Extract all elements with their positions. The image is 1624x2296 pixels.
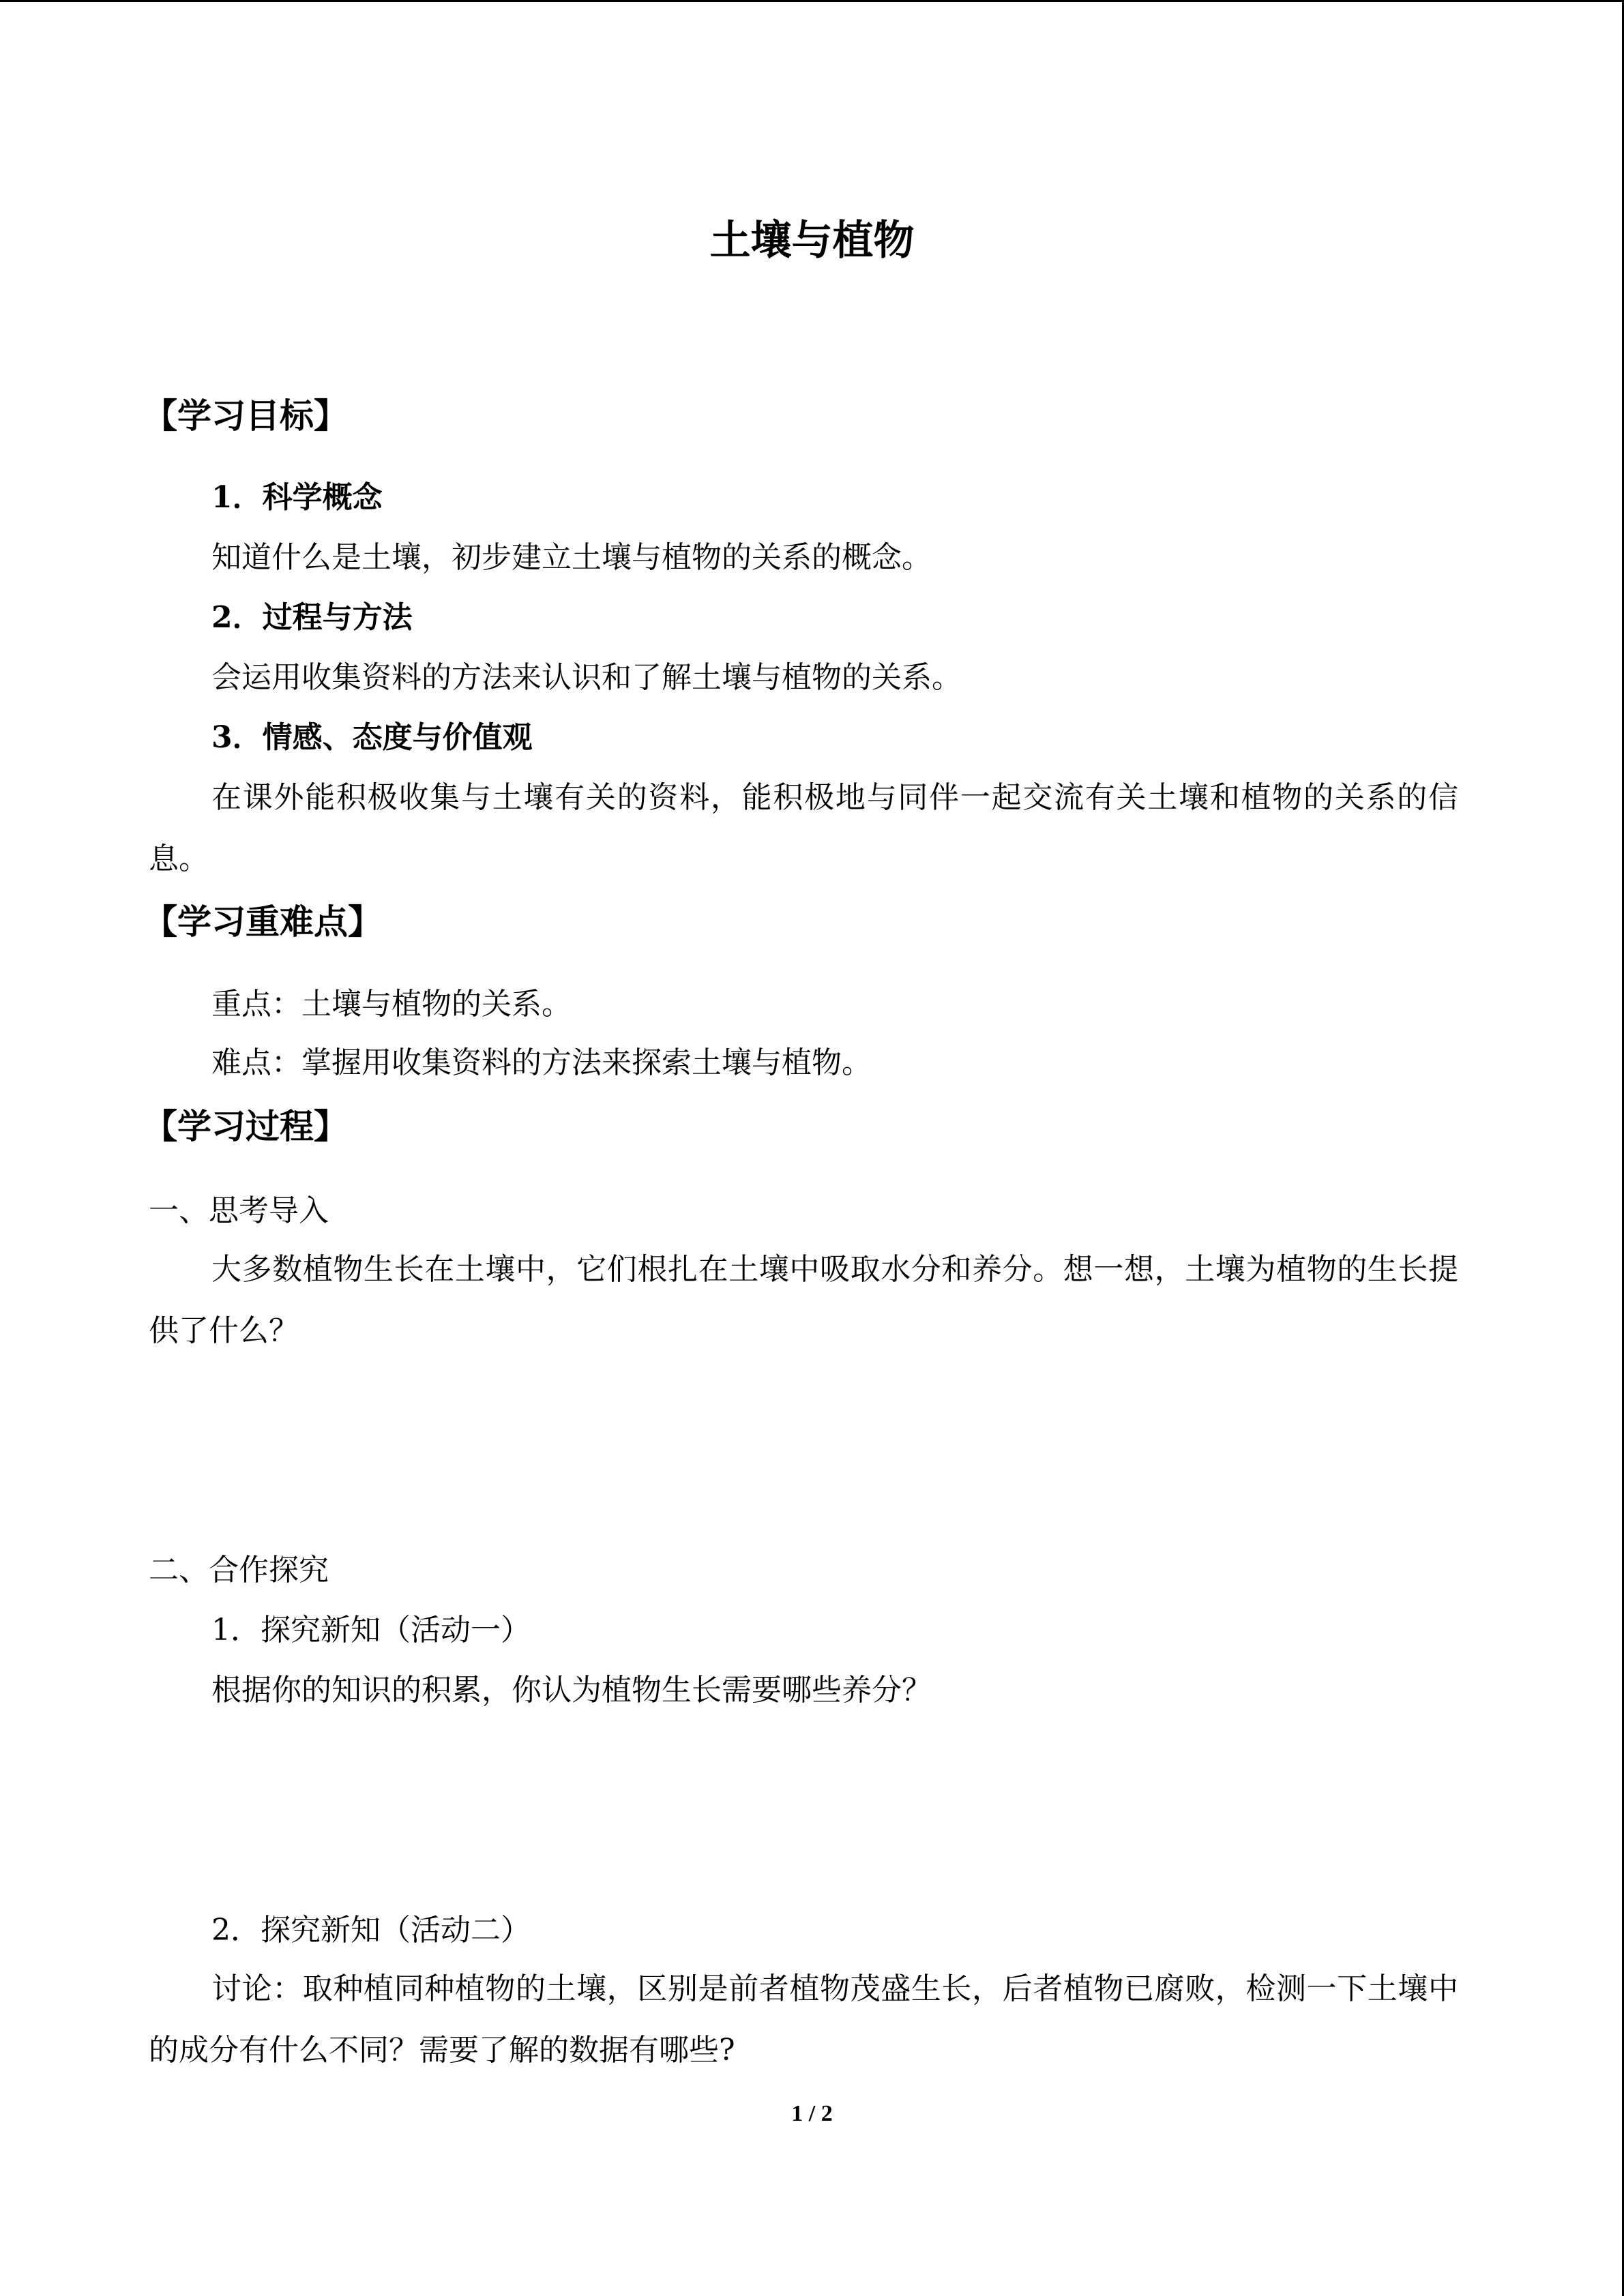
difficulty-text: 难点：掌握用收集资料的方法来探索土壤与植物。 [211,1045,872,1080]
activity-1-title: 1．探究新知（活动一） [211,1613,531,1648]
part-1-title: 一、思考导入 [149,1193,329,1228]
objective-2-title: 2．过程与方法 [211,600,413,635]
part-1-text: 大多数植物生长在土壤中，它们根扎在土壤中吸取水分和养分。想一想，土壤为植物的生长提供了什么？ [149,1252,1458,1348]
objective-1-title: 1．科学概念 [211,480,383,515]
section-heading-process: 【学习过程】 [143,1106,348,1146]
objective-2-text: 会运用收集资料的方法来认识和了解土壤与植物的关系。 [211,660,962,695]
page-number: 1 / 2 [791,2101,833,2126]
objective-1-text: 知道什么是土壤，初步建立土壤与植物的关系的概念。 [211,540,932,575]
key-point-text: 重点：土壤与植物的关系。 [211,987,572,1022]
part-2-title: 二、合作探究 [149,1553,329,1587]
section-heading-objectives: 【学习目标】 [143,396,348,436]
page-title: 土壤与植物 [709,217,915,265]
activity-1-text: 根据你的知识的积累，你认为植物生长需要哪些养分？ [211,1673,932,1708]
objective-3-title: 3．情感、态度与价值观 [211,720,533,755]
section-heading-key-points: 【学习重难点】 [143,901,382,942]
activity-2-title: 2．探究新知（活动二） [211,1913,531,1948]
activity-2-text: 讨论：取种植同种植物的土壤，区别是前者植物茂盛生长，后者植物已腐败，检测一下土壤中的成分有什么不同？需要了解的数据有哪些? [149,1971,1458,2068]
objective-3-text: 在课外能积极收集与土壤有关的资料，能积极地与同伴一起交流有关土壤和植物的关系的信息。 [149,780,1458,876]
